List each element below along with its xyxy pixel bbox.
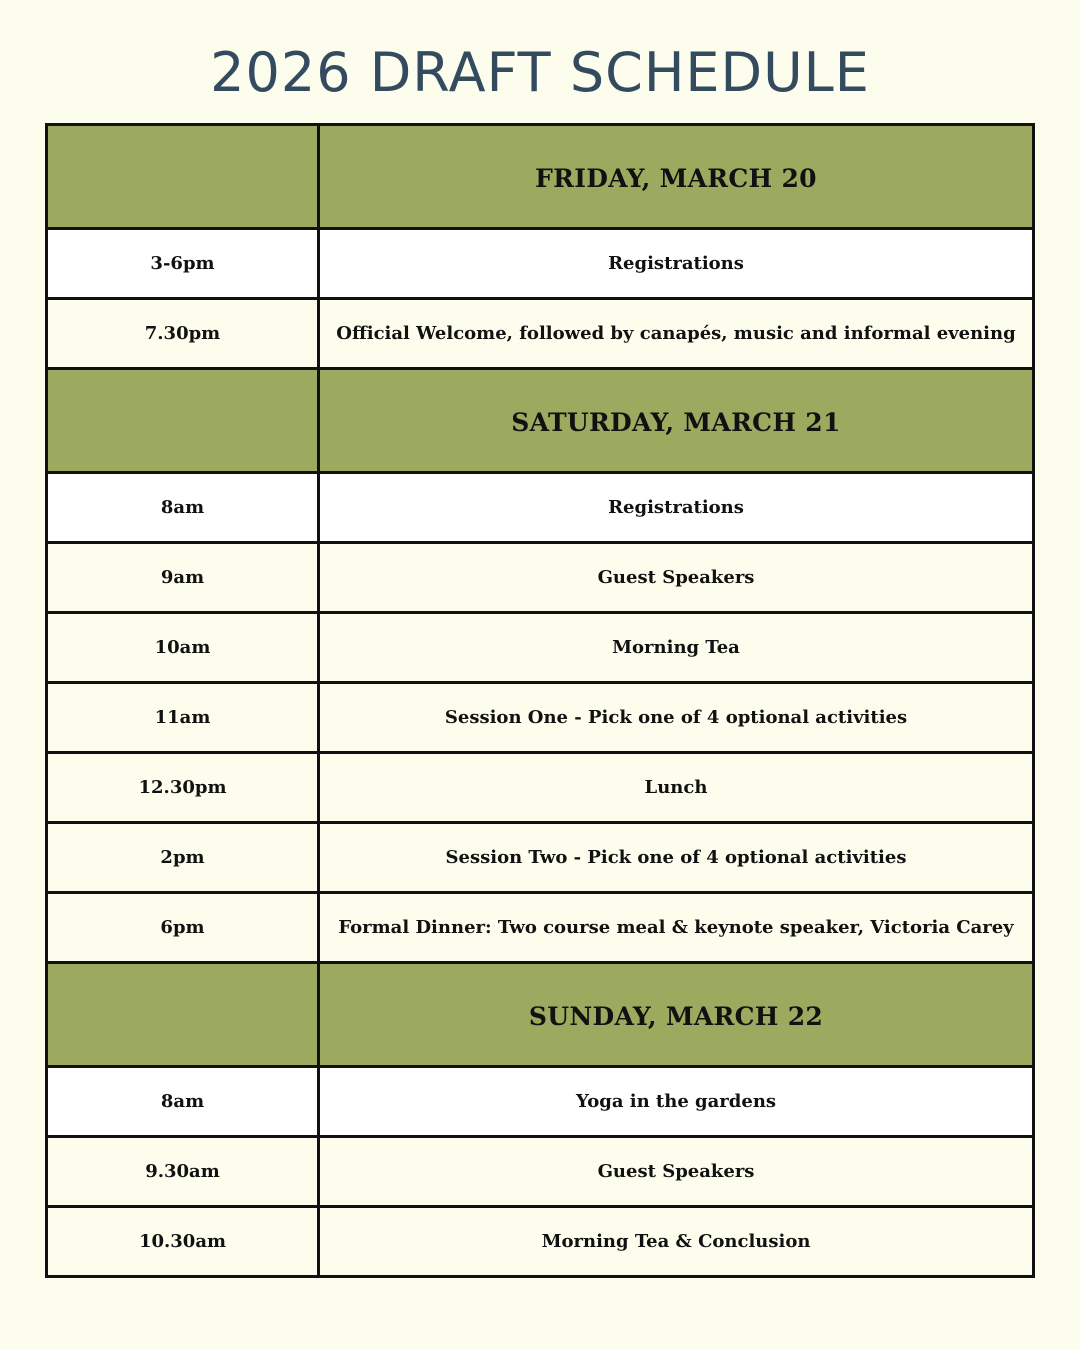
day-header-sunday (47, 963, 1034, 1067)
schedule-row (47, 823, 1034, 893)
day-header-blank-cell (47, 963, 319, 1067)
event-time: 10am (47, 613, 319, 683)
event-time: 9.30am (47, 1137, 319, 1207)
event-time: 7.30pm (47, 299, 319, 369)
day-header-blank-cell (47, 125, 319, 229)
day-label: FRIDAY, MARCH 20 (319, 125, 1034, 229)
event-activity: Formal Dinner: Two course meal & keynote speaker, Victoria Carey (319, 893, 1034, 963)
event-activity: Morning Tea & Conclusion (319, 1207, 1034, 1277)
event-time: 8am (47, 473, 319, 543)
event-activity: Lunch (319, 753, 1034, 823)
schedule-row (47, 893, 1034, 963)
event-time: 2pm (47, 823, 319, 893)
page-title: 2026 DRAFT SCHEDULE (210, 41, 870, 104)
event-activity: Registrations (319, 473, 1034, 543)
schedule-row (47, 1207, 1034, 1277)
event-time: 12.30pm (47, 753, 319, 823)
day-header-blank-cell (47, 369, 319, 473)
day-header-friday (47, 125, 1034, 229)
event-activity: Session Two - Pick one of 4 optional activities (319, 823, 1034, 893)
event-time: 11am (47, 683, 319, 753)
event-time: 10.30am (47, 1207, 319, 1277)
schedule-row (47, 683, 1034, 753)
event-activity: Yoga in the gardens (319, 1067, 1034, 1137)
event-activity: Morning Tea (319, 613, 1034, 683)
schedule-row (47, 1067, 1034, 1137)
event-time: 8am (47, 1067, 319, 1137)
event-time: 9am (47, 543, 319, 613)
day-label: SATURDAY, MARCH 21 (319, 369, 1034, 473)
schedule-row (47, 229, 1034, 299)
event-time: 6pm (47, 893, 319, 963)
schedule-table (45, 123, 1035, 1278)
schedule-row (47, 299, 1034, 369)
event-activity: Guest Speakers (319, 1137, 1034, 1207)
schedule-row (47, 473, 1034, 543)
event-activity: Session One - Pick one of 4 optional activities (319, 683, 1034, 753)
event-time: 3-6pm (47, 229, 319, 299)
day-header-saturday (47, 369, 1034, 473)
event-activity: Guest Speakers (319, 543, 1034, 613)
schedule-row (47, 613, 1034, 683)
schedule-row (47, 753, 1034, 823)
schedule-row (47, 1137, 1034, 1207)
event-activity: Official Welcome, followed by canapés, music and informal evening (319, 299, 1034, 369)
event-activity: Registrations (319, 229, 1034, 299)
schedule-row (47, 543, 1034, 613)
day-label: SUNDAY, MARCH 22 (319, 963, 1034, 1067)
